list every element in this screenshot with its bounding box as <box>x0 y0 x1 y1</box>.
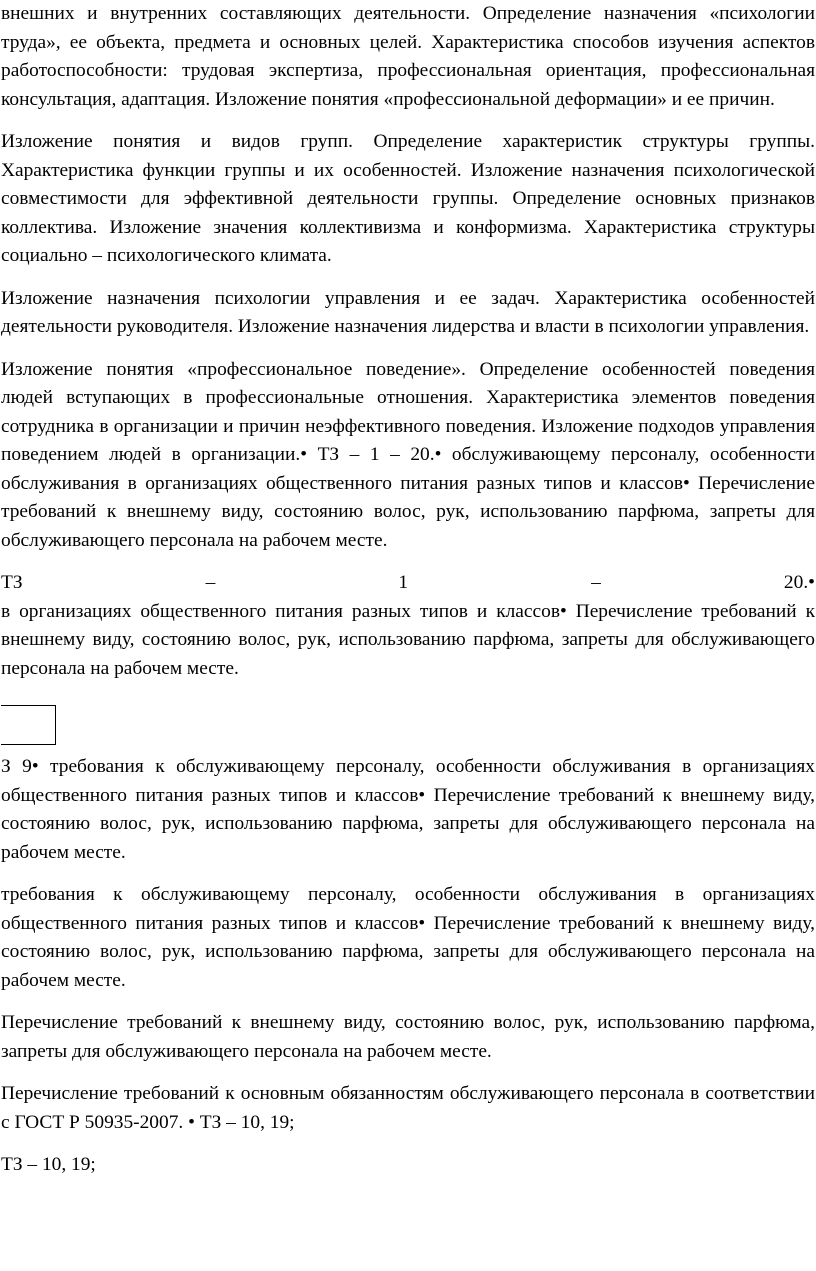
tz-part: 20.• <box>783 572 815 593</box>
paragraph-management-psychology: Изложение назначения психологии управления и ее задач. Характеристика особенностей деятельности руководителя. Изложение назначения лидерства и власти в психологии управления. <box>1 287 815 337</box>
tz-part: – <box>591 572 601 593</box>
empty-table-cell <box>1 705 56 745</box>
tz-part: ТЗ <box>1 572 23 593</box>
paragraph-work-psychology: внешних и внутренних составляющих деятельности. Определение назначения «психологии труда», ее объекта, предмета и основных целей. Характеристика способов изучения аспектов работоспособности: трудовая экспертиза, профессиональная ориентация, профессиональная консультация, адаптация. Изложение понятия «профессиональной деформации» и ее причин. <box>1 3 815 110</box>
paragraph-service-requirements: в организациях общественного питания разных типов и классов• Перечисление требований к внешнему виду, состоянию волос, рук, использованию парфюма, запреты для обслуживающего персонала на рабочем месте. <box>1 600 815 679</box>
paragraph-professional-behavior: Изложение понятия «профессиональное поведение». Определение особенностей поведения людей вступающих в профессиональные отношения. Характеристика элементов поведения сотрудника в организации и причин неэффективного поведения. Изложение подходов управления поведением людей в организации.• ТЗ – 1 – 20.• обслуживающему персоналу, особенности обслуживания в организациях общественного питания разных типов и классов• Перечисление требований к внешнему виду, состоянию волос, рук, использованию парфюма, запреты для обслуживающего персонала на рабочем месте. <box>1 358 815 551</box>
paragraph-tz-reference: ТЗ – 10, 19; <box>1 1154 96 1175</box>
paragraph-z9-requirements: З 9• требования к обслуживающему персоналу, особенности обслуживания в организациях общественного питания разных типов и классов• Перечисление требований к внешнему виду, состоянию волос, рук, использованию парфюма, запреты для обслуживающего персонала на рабочем месте. <box>1 756 815 863</box>
tz-part: – <box>205 572 216 593</box>
paragraph-appearance-requirements: Перечисление требований к внешнему виду, состоянию волос, рук, использованию парфюма, запреты для обслуживающего персонала на рабочем месте. <box>1 1012 815 1062</box>
tz-reference-line <box>1 569 815 598</box>
tz-part: 1 <box>398 572 409 593</box>
paragraph-gost-duties: Перечисление требований к основным обязанностям обслуживающего персонала в соответствии с ГОСТ Р 50935-2007. • ТЗ – 10, 19; <box>1 1083 815 1133</box>
paragraph-staff-requirements: требования к обслуживающему персоналу, особенности обслуживания в организациях общественного питания разных типов и классов• Перечисление требований к внешнему виду, состоянию волос, рук, использованию парфюма, запреты для обслуживающего персонала на рабочем месте. <box>1 884 815 991</box>
paragraph-groups: Изложение понятия и видов групп. Определение характеристик структуры группы. Характеристика функции группы и их особенностей. Изложение назначения психологической совместимости для эффективной деятельности группы. Определение основных признаков коллектива. Изложение значения коллективизма и конформизма. Характеристика структуры социально – психологического климата. <box>1 131 815 266</box>
